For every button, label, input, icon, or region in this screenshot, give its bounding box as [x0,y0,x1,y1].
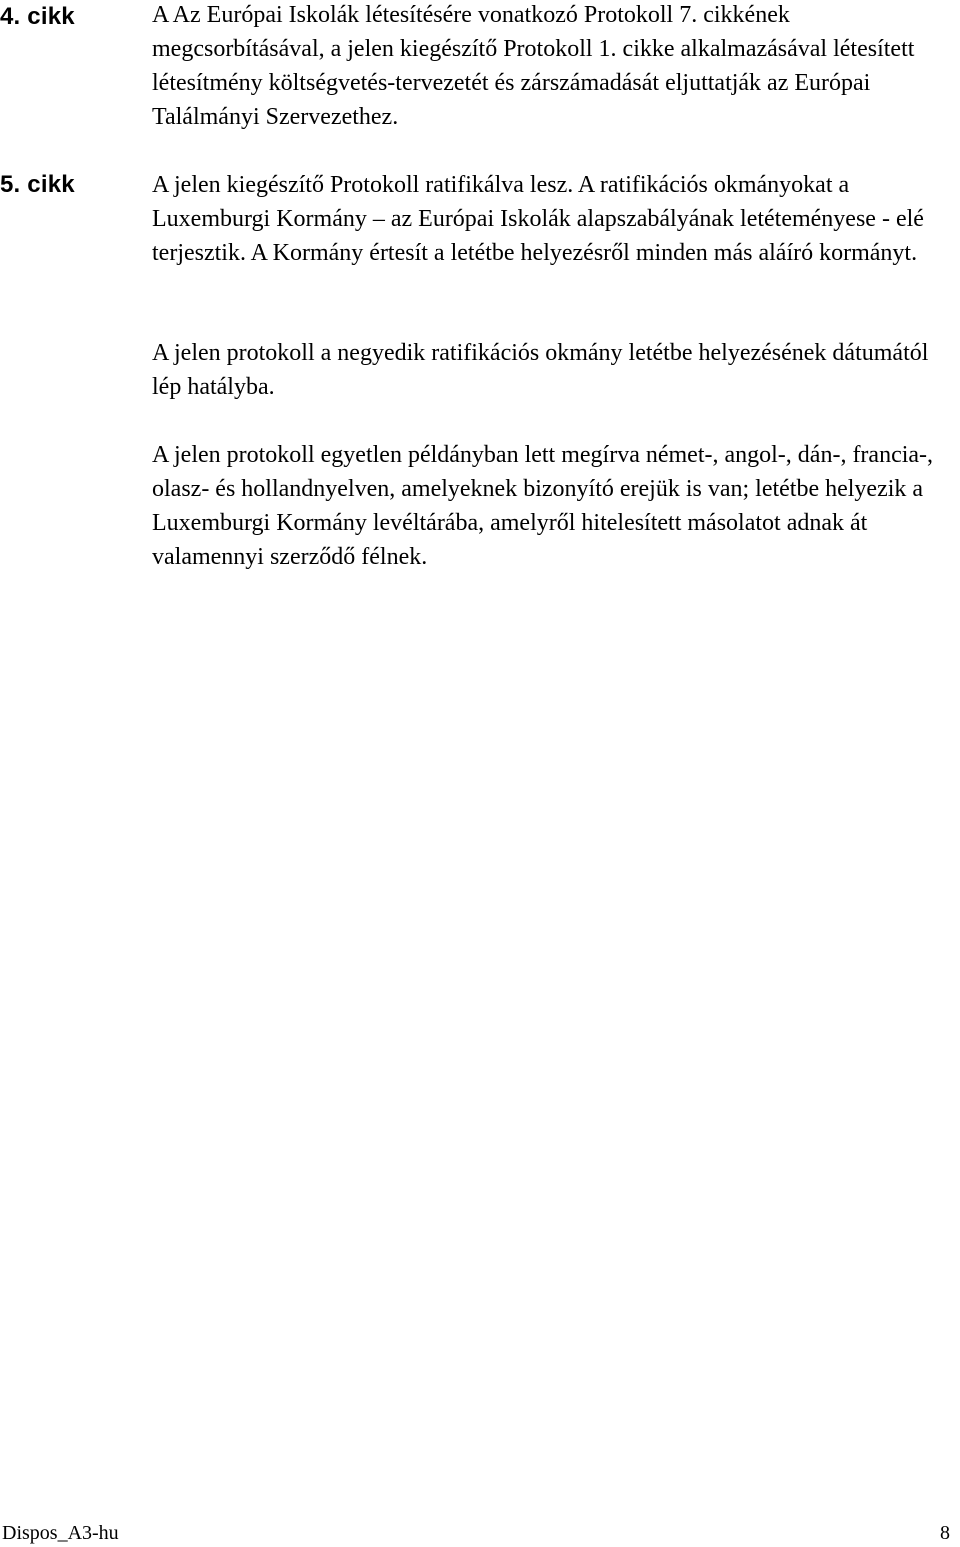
footer-page-number: 8 [940,1522,950,1544]
article-number: 5. cikk [0,171,75,198]
footer-document-id: Dispos_A3-hu [2,1522,119,1544]
article-paragraph: A jelen kiegészítő Protokoll ratifikálva lesz. A ratifikációs okmányokat a Luxemburgi Kormány – az Európai Iskolák alapszabályának letéteményese - elé terjesztik. A Kormány értesít a letétbe helyezésről minden más aláíró kormányt. [152,172,924,266]
article-paragraph: A jelen protokoll a negyedik ratifikációs okmány letétbe helyezésének dátumától lép hatályba. [152,340,929,400]
article-number: 4. cikk [0,3,75,30]
article-paragraph: A jelen protokoll egyetlen példányban lett megírva német-, angol-, dán-, francia-, olasz- és hollandnyelven, amelyeknek bizonyító erejük is van; letétbe helyezik a Luxemburgi Kormány levéltárába, amelyről hitelesített másolatot adnak át valamennyi szerződő félnek. [152,442,934,570]
article-paragraph: A Az Európai Iskolák létesítésére vonatkozó Protokoll 7. cikkének megcsorbításával, a jelen kiegészítő Protokoll 1. cikke alkalmazásával létesített létesítmény költségvetés-tervezetét és zárszámadását eljuttatják az Európai Találmányi Szervezethez. [152,2,915,130]
